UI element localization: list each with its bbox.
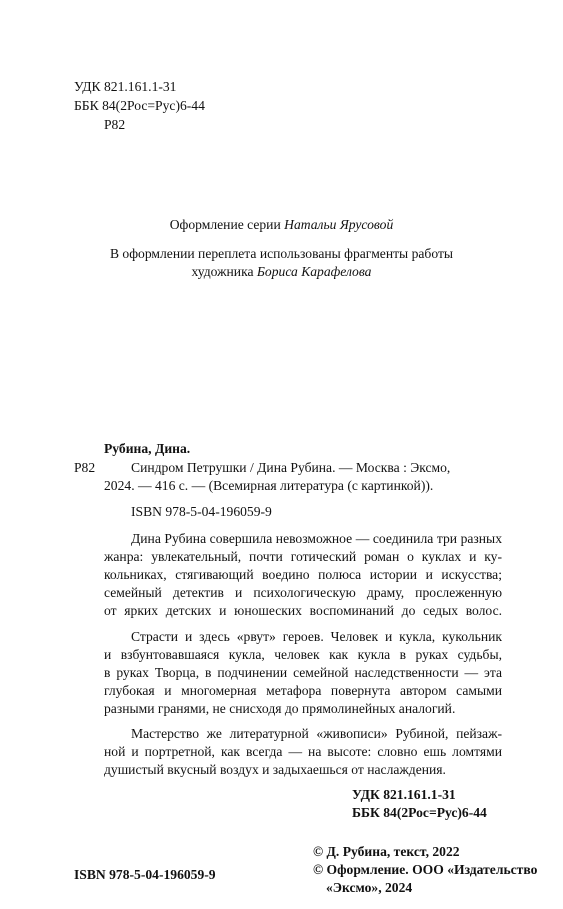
bbk-code-bottom: ББК 84(2Рос=Рус)6-44	[352, 805, 487, 820]
cover-artist-name: Бориса Карафелова	[256, 264, 372, 279]
annotation-line: Дина Рубина совершила невозможное — соединила три разных	[131, 531, 502, 546]
annotation-line: от ярких детских и юношеских воспоминаний до седых волос.	[104, 603, 502, 618]
annotation-line: и взбунтовавшаяся кукла, человек как кукла в руках судьбы,	[104, 647, 502, 662]
annotation-line: в руках Творца, в подчинении семейной наследственности — эта	[104, 665, 502, 680]
annotation-line: разными гранями, не снисходя до прямолинейных аналогий.	[104, 701, 456, 716]
catalog-author-sign: Р82	[74, 460, 96, 475]
annotation-line: Мастерство же литературной «живописи» Рубиной, пейзаж-	[131, 726, 502, 741]
cover-note-line1: В оформлении переплета использованы фрагменты работы	[109, 246, 454, 261]
bbk-code-top: ББК 84(2Рос=Рус)6-44	[74, 98, 205, 113]
annotation-line: кольниках, стягивающий воедино полюса истории и искусства;	[104, 567, 502, 582]
series-designer-name: Натальи Ярусовой	[284, 217, 394, 232]
catalog-title-line2: 2024. — 416 с. — (Всемирная литература (с картинкой)).	[104, 478, 434, 493]
cover-note-prefix: художника	[191, 264, 257, 279]
catalog-title-line1: Синдром Петрушки / Дина Рубина. — Москва : Эксмо,	[131, 460, 451, 475]
annotation-line: ной и портретной, как всегда — на высоте: словно ешь ломтями	[104, 744, 502, 759]
catalog-isbn: ISBN 978-5-04-196059-9	[131, 504, 272, 519]
copyright-publisher: «Эксмо», 2024	[326, 880, 413, 895]
annotation-line: Страсти и здесь «рвут» героев. Человек и кукла, кукольник	[131, 629, 502, 644]
copyright-design: © Оформление. ООО «Издательство	[313, 862, 538, 877]
series-design-line	[0, 216, 563, 234]
catalog-author: Рубина, Дина.	[104, 441, 191, 456]
author-sign-top: Р82	[104, 117, 126, 132]
annotation-line: семейный детектив и психологическую драму, прослеженную	[104, 585, 502, 600]
copyright-text: © Д. Рубина, текст, 2022	[313, 844, 460, 859]
footer-isbn: ISBN 978-5-04-196059-9	[74, 867, 216, 882]
annotation-line: душистый вкусный воздух и задыхаешься от наслаждения.	[104, 762, 446, 777]
udk-code-top: УДК 821.161.1-31	[74, 79, 177, 94]
series-design-prefix: Оформление серии	[169, 217, 285, 232]
udk-code-bottom: УДК 821.161.1-31	[352, 787, 456, 802]
cover-note-line2	[0, 263, 563, 281]
annotation-line: жанра: увлекательный, почти готический роман о куклах и ку-	[104, 549, 502, 564]
annotation-line: глубокая и многомерная метафора повернута автором самыми	[104, 683, 502, 698]
